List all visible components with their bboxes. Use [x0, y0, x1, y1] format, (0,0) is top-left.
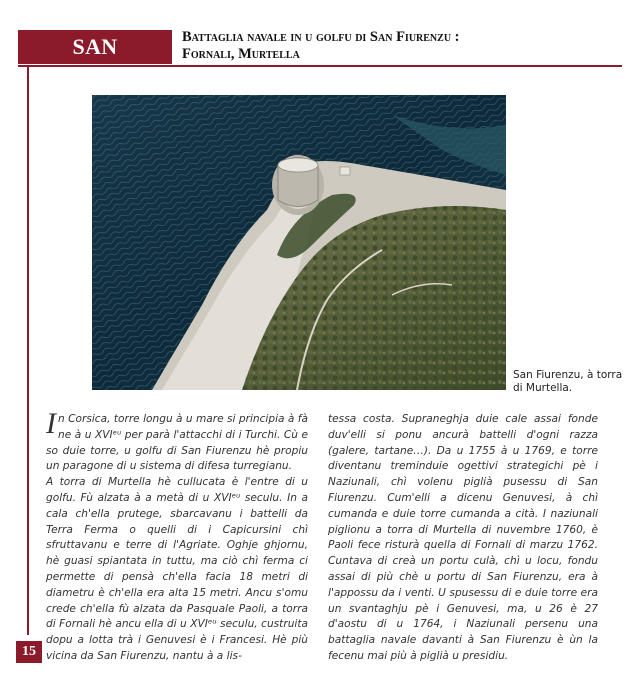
- section-title: SAN FIURENZU: [36, 34, 154, 93]
- margin-rule: [27, 65, 29, 635]
- photo-caption: San Fiurenzu, à torra di Murtella.: [513, 369, 623, 394]
- article-paragraph: [46, 407, 308, 475]
- article-paragraph: A torra di Murtella hè cullucata è l'entre di u golfu. Fù alzata à a metà di u XVIᵉᵘ seculu. In a cala ch'ella prutege, sbarcavanu i battelli da Terra Ferma o quelli di i Capicursini chì sfruttavanu e terre di l'Agriate. Oghje ghjornu, hè guasi spiantata in tuttu, ma ciò chì ferma ci permette di pensà ch'ella facia 18 metri di diametru è ch'ella era alta 15 metri. Ancu s'omu crede ch'ella fù alzata da Pasquale Paoli, a torra di Fornali hè ancu ella di u XVIᵉᵘ seculu, custruita dopu a lotta trà i Genuvesi è i Francesi. Hè più vicina da San Fiurenzu, nantu à a lis-: [46, 476, 308, 662]
- section-banner: [18, 30, 172, 93]
- page-title-line1: Battaglia navale in u golfu di San Fiurenzu :: [182, 29, 460, 45]
- header-rule: [18, 65, 622, 67]
- aerial-photo-illustration: [92, 95, 506, 390]
- drop-cap: I: [46, 407, 56, 440]
- page-title: [182, 29, 622, 63]
- page-number: 15: [16, 641, 42, 663]
- article-paragraph: tessa costa. Supraneghja duie cale assai fonde duv'elli si ponu ancurà battelli d'ogni razza (galere, tartane…). Da u 1755 à u 1769, e torre diventanu treminduie ogettivi strategichi pè i Naziunali, chì volenu piglià pusessu di San Fiurenzu. Cum'elli a dicenu Genuvesi, à chì cumanda e duie torre cumanda a cità. I naziunali piglionu a torra di Murtella di nuvembre 1760, è Paoli fece risturà quella di Fornali di marzu 1762. Cuntava di creà un portu culà, chì u locu, fondu assai di più chè u portu di San Fiurenzu, era à l'appossu da i venti. U spusessu di e duie torre era un svantaghju pè i Genuvesi, ma, u 26 è 27 d'aostu di u 1764, i Naziunali persenu una battaglia navale davanti à San Fiurenzu è ùn la fecenu mai più à piglià u presidiu.: [328, 413, 598, 662]
- article-column-left: [46, 407, 308, 665]
- aerial-photo: [92, 95, 506, 390]
- page-title-line2: Fornali, Murtella: [182, 46, 300, 62]
- article-text: n Corsica, torre longu à u mare si principia à fà ne à u XVIᵉᵘ per parà l'attacchi di i Turchi. Cù e so duie torre, u golfu di San Fiurenzu hè propiu un paragone di u sistema di difesa turregianu.: [46, 413, 308, 473]
- article-column-right: [328, 412, 598, 665]
